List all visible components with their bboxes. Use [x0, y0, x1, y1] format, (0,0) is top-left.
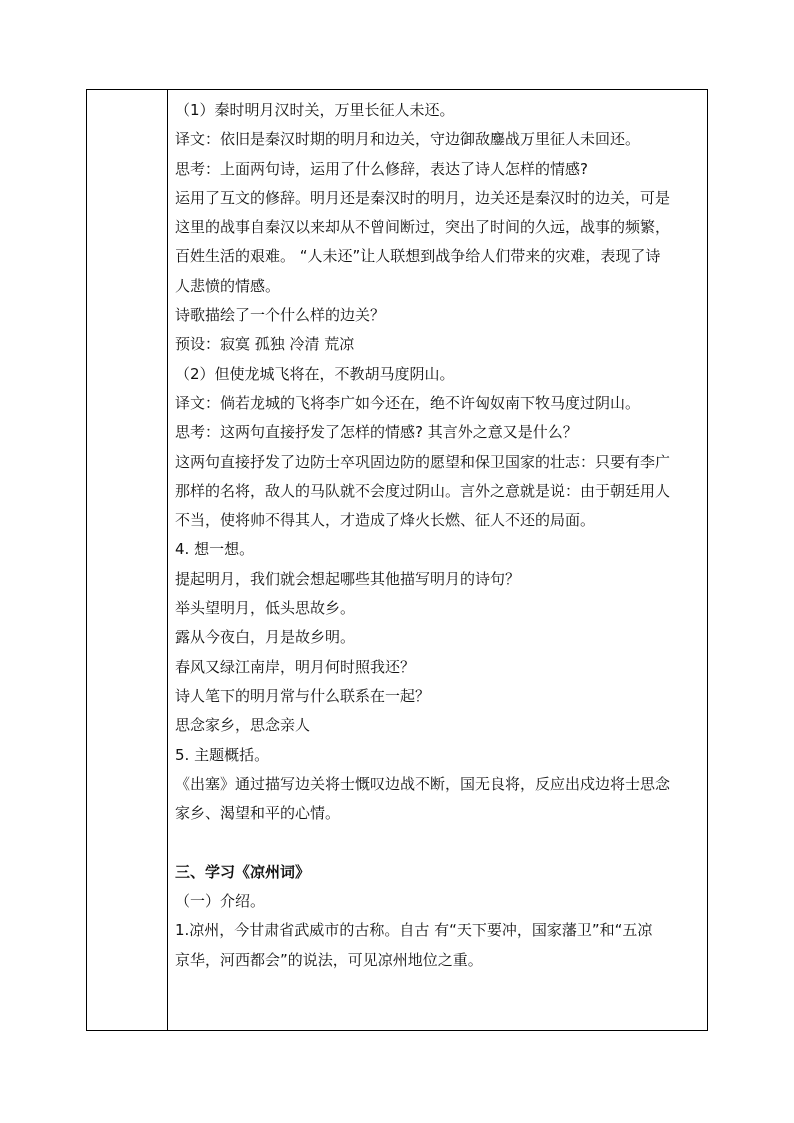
text-line: 诗歌描绘了一个什么样的边关？ — [175, 306, 386, 325]
text-line: 运用了互文的修辞。明月还是秦汉时的明月，边关还是秦汉时的边关，可是 — [175, 188, 671, 207]
text-line: 《出塞》通过描写边关将士慨叹边战不断，国无良将，反应出戍边将士思念 — [175, 774, 671, 793]
text-line: 译文：倘若龙城的飞将李广如今还在，绝不许匈奴南下牧马度过阴山。 — [175, 393, 641, 412]
lesson-table — [86, 89, 708, 1031]
text-line: （2）但使龙城飞将在，不教胡马度阴山。 — [175, 364, 455, 383]
text-line: 露从今夜白，月是故乡明。 — [175, 628, 356, 647]
text-line: 那样的名将，敌人的马队就不会度过阴山。言外之意就是说：由于朝廷用人 — [175, 481, 671, 500]
text-line: 家乡、渴望和平的心情。 — [175, 804, 341, 823]
text-line: 人悲愤的情感。 — [175, 276, 281, 295]
lesson-content — [175, 96, 705, 975]
text-line: 不当，使将帅不得其人，才造成了烽火长燃、征人不还的局面。 — [175, 511, 596, 530]
text-line: 这两句直接抒发了边防士卒巩固边防的愿望和保卫国家的壮志：只要有李广 — [175, 452, 671, 471]
text-line: 这里的战事自秦汉以来却从不曾间断过，突出了时间的久远，战事的频繁， — [175, 218, 671, 237]
text-line: 思考：上面两句诗，运用了什么修辞，表达了诗人怎样的情感? — [175, 159, 588, 178]
text-line: 1.凉州，今甘肃省武威市的古称。自古 有“天下要冲，国家藩卫”和“五凉 — [175, 921, 653, 940]
text-line: （1）秦时明月汉时关，万里长征人未还。 — [175, 101, 455, 119]
text-line: 预设：寂寞 孤独 冷清 荒凉 — [175, 335, 355, 354]
text-line: 京华，河西都会”的说法，可见凉州地位之重。 — [175, 950, 483, 969]
column-divider — [167, 90, 168, 1030]
text-line: 诗人笔下的明月常与什么联系在一起？ — [175, 686, 431, 705]
section-heading: 三、学习《凉州词》 — [175, 862, 311, 881]
text-line: 思念家乡，思念亲人 — [175, 716, 311, 735]
sub-heading: （一）介绍。 — [175, 892, 266, 911]
text-line: 提起明月，我们就会想起哪些其他描写明月的诗句？ — [175, 569, 521, 588]
text-line: 思考：这两句直接抒发了怎样的情感? 其言外之意又是什么？ — [175, 423, 578, 442]
text-line: 5. 主题概括。 — [175, 745, 270, 764]
text-line: 春风又绿江南岸，明月何时照我还？ — [175, 657, 416, 676]
text-line: 4. 想一想。 — [175, 540, 255, 559]
blank-line — [175, 828, 705, 857]
text-line: 举头望明月，低头思故乡。 — [175, 599, 356, 618]
text-line: 百姓生活的艰难。 “人未还”让人联想到战争给人们带来的灾难，表现了诗 — [175, 247, 661, 266]
text-line: 译文：依旧是秦汉时期的明月和边关，守边御敌鏖战万里征人未回还。 — [175, 130, 641, 149]
